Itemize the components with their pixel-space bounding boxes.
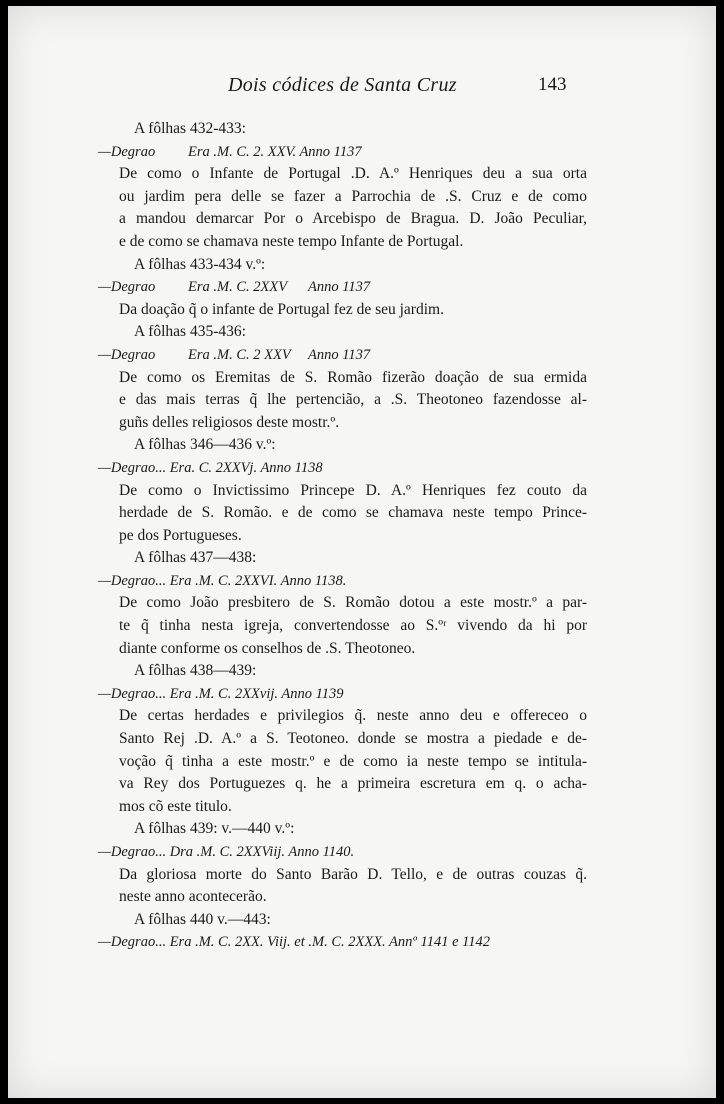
paragraph-line: ou jardim pera delle se fazer a Parrochia de .S. Cruz e de como	[119, 187, 587, 205]
degrao-label: —Degrao... Era .M. C. 2XXVI. Anno 1138.	[98, 572, 347, 589]
paragraph-line: va Rey dos Portuguezes q. he a primeira escretura em q. o acha-	[119, 775, 587, 793]
folio-reference: A fôlhas 438—439:	[134, 662, 257, 680]
paragraph-line: De como João presbitero de S. Romão dotou a este mostr.º a par-	[119, 594, 587, 612]
degrao-entry	[8, 570, 716, 593]
degrao-entry	[8, 344, 716, 367]
folio-reference: A fôlhas 439: v.—440 v.º:	[134, 820, 295, 838]
paragraph-line: Da doação q̃ o infante de Portugal fez de seu jardim.	[119, 300, 444, 318]
degrao-label: —Degrao... Dra .M. C. 2XXViij. Anno 1140.	[98, 844, 355, 860]
degrao-label: —Degrao	[98, 143, 156, 160]
degrao-label: —Degrao... Era .M. C. 2XXvij. Anno 1139	[98, 685, 344, 702]
book-page	[8, 6, 716, 1098]
paragraph-line: voção q̃ tinha a este mostr.º e de como ia neste tempo se intitula-	[119, 752, 587, 770]
paragraph-line: te q̃ tinha nesta igreja, convertendosse ao S.ºʳ vivendo da hi por	[119, 617, 587, 635]
paragraph-line: De certas herdades e privilegios q̃. neste anno deu e offereceo o	[119, 707, 587, 725]
degrao-entry	[8, 841, 716, 864]
paragraph-line: mos cõ este titulo.	[119, 797, 232, 815]
paragraph-line: e de como se chamava neste tempo Infante de Portugal.	[119, 232, 464, 250]
degrao-entry	[8, 141, 716, 164]
paragraph-line: Santo Rej .D. A.º a S. Teotoneo. donde se mostra a piedade e de-	[119, 730, 587, 748]
degrao-entry	[8, 276, 716, 299]
page-body	[8, 118, 716, 954]
folio-reference: A fôlhas 346—436 v.º:	[134, 436, 276, 454]
degrao-label: —Degrao	[98, 346, 156, 363]
degrao-label: —Degrao... Era .M. C. 2XX. Viij. et .M. C. 2XXX. Annº 1141 e 1142	[98, 934, 491, 951]
paragraph-line: pe dos Portugueses.	[119, 526, 242, 544]
folio-reference: A fôlhas 432-433:	[134, 120, 246, 137]
paragraph-line: De como o Infante de Portugal .D. A.º Henriques deu a sua orta	[119, 165, 587, 183]
paragraph-line: guñs delles religiosos deste mostr.º.	[119, 413, 340, 431]
era-date: Era .M. C. 2. XXV. Anno 1137	[188, 143, 362, 160]
anno-date: Anno 1137	[308, 279, 371, 296]
paragraph-line: neste anno acontecerão.	[119, 888, 267, 906]
folio-reference: A fôlhas 433-434 v.º:	[134, 255, 266, 273]
folio-reference: A fôlhas 440 v.—443:	[134, 910, 271, 928]
degrao-entry	[8, 457, 716, 480]
degrao-label: —Degrao	[98, 279, 156, 296]
degrao-entry	[8, 683, 716, 706]
folio-reference: A fôlhas 435-436:	[134, 323, 246, 341]
folio-reference: A fôlhas 437—438:	[134, 549, 257, 567]
running-header	[8, 74, 716, 102]
paragraph-line: e das mais terras q̃ lhe pertencião, a .S. Theotoneo fazendosse al-	[119, 391, 587, 409]
paragraph-line: De como o Invictissimo Princepe D. A.º Henriques fez couto da	[119, 481, 587, 499]
page-number: 143	[538, 74, 567, 95]
paragraph-line: De como os Eremitas de S. Romão fizerão doação de sua ermida	[119, 368, 587, 386]
paragraph-line: a mandou demarcar Por o Arcebispo de Bragua. D. João Peculiar,	[119, 210, 587, 228]
era-date: Era .M. C. 2 XXV	[188, 346, 291, 363]
paragraph-line: Da gloriosa morte do Santo Barão D. Tello, e de outras couzas q̃.	[119, 865, 587, 883]
degrao-label: —Degrao... Era. C. 2XXVj. Anno 1138	[98, 459, 323, 476]
running-title: Dois códices de Santa Cruz	[228, 74, 457, 96]
anno-date: Anno 1137	[308, 346, 371, 363]
era-date: Era .M. C. 2XXV	[188, 279, 288, 296]
paragraph-line: herdade de S. Romão. e de como se chamava neste tempo Prince-	[119, 504, 587, 522]
paragraph-line: diante conforme os conselhos de .S. Theotoneo.	[119, 639, 416, 657]
degrao-entry	[8, 931, 716, 954]
